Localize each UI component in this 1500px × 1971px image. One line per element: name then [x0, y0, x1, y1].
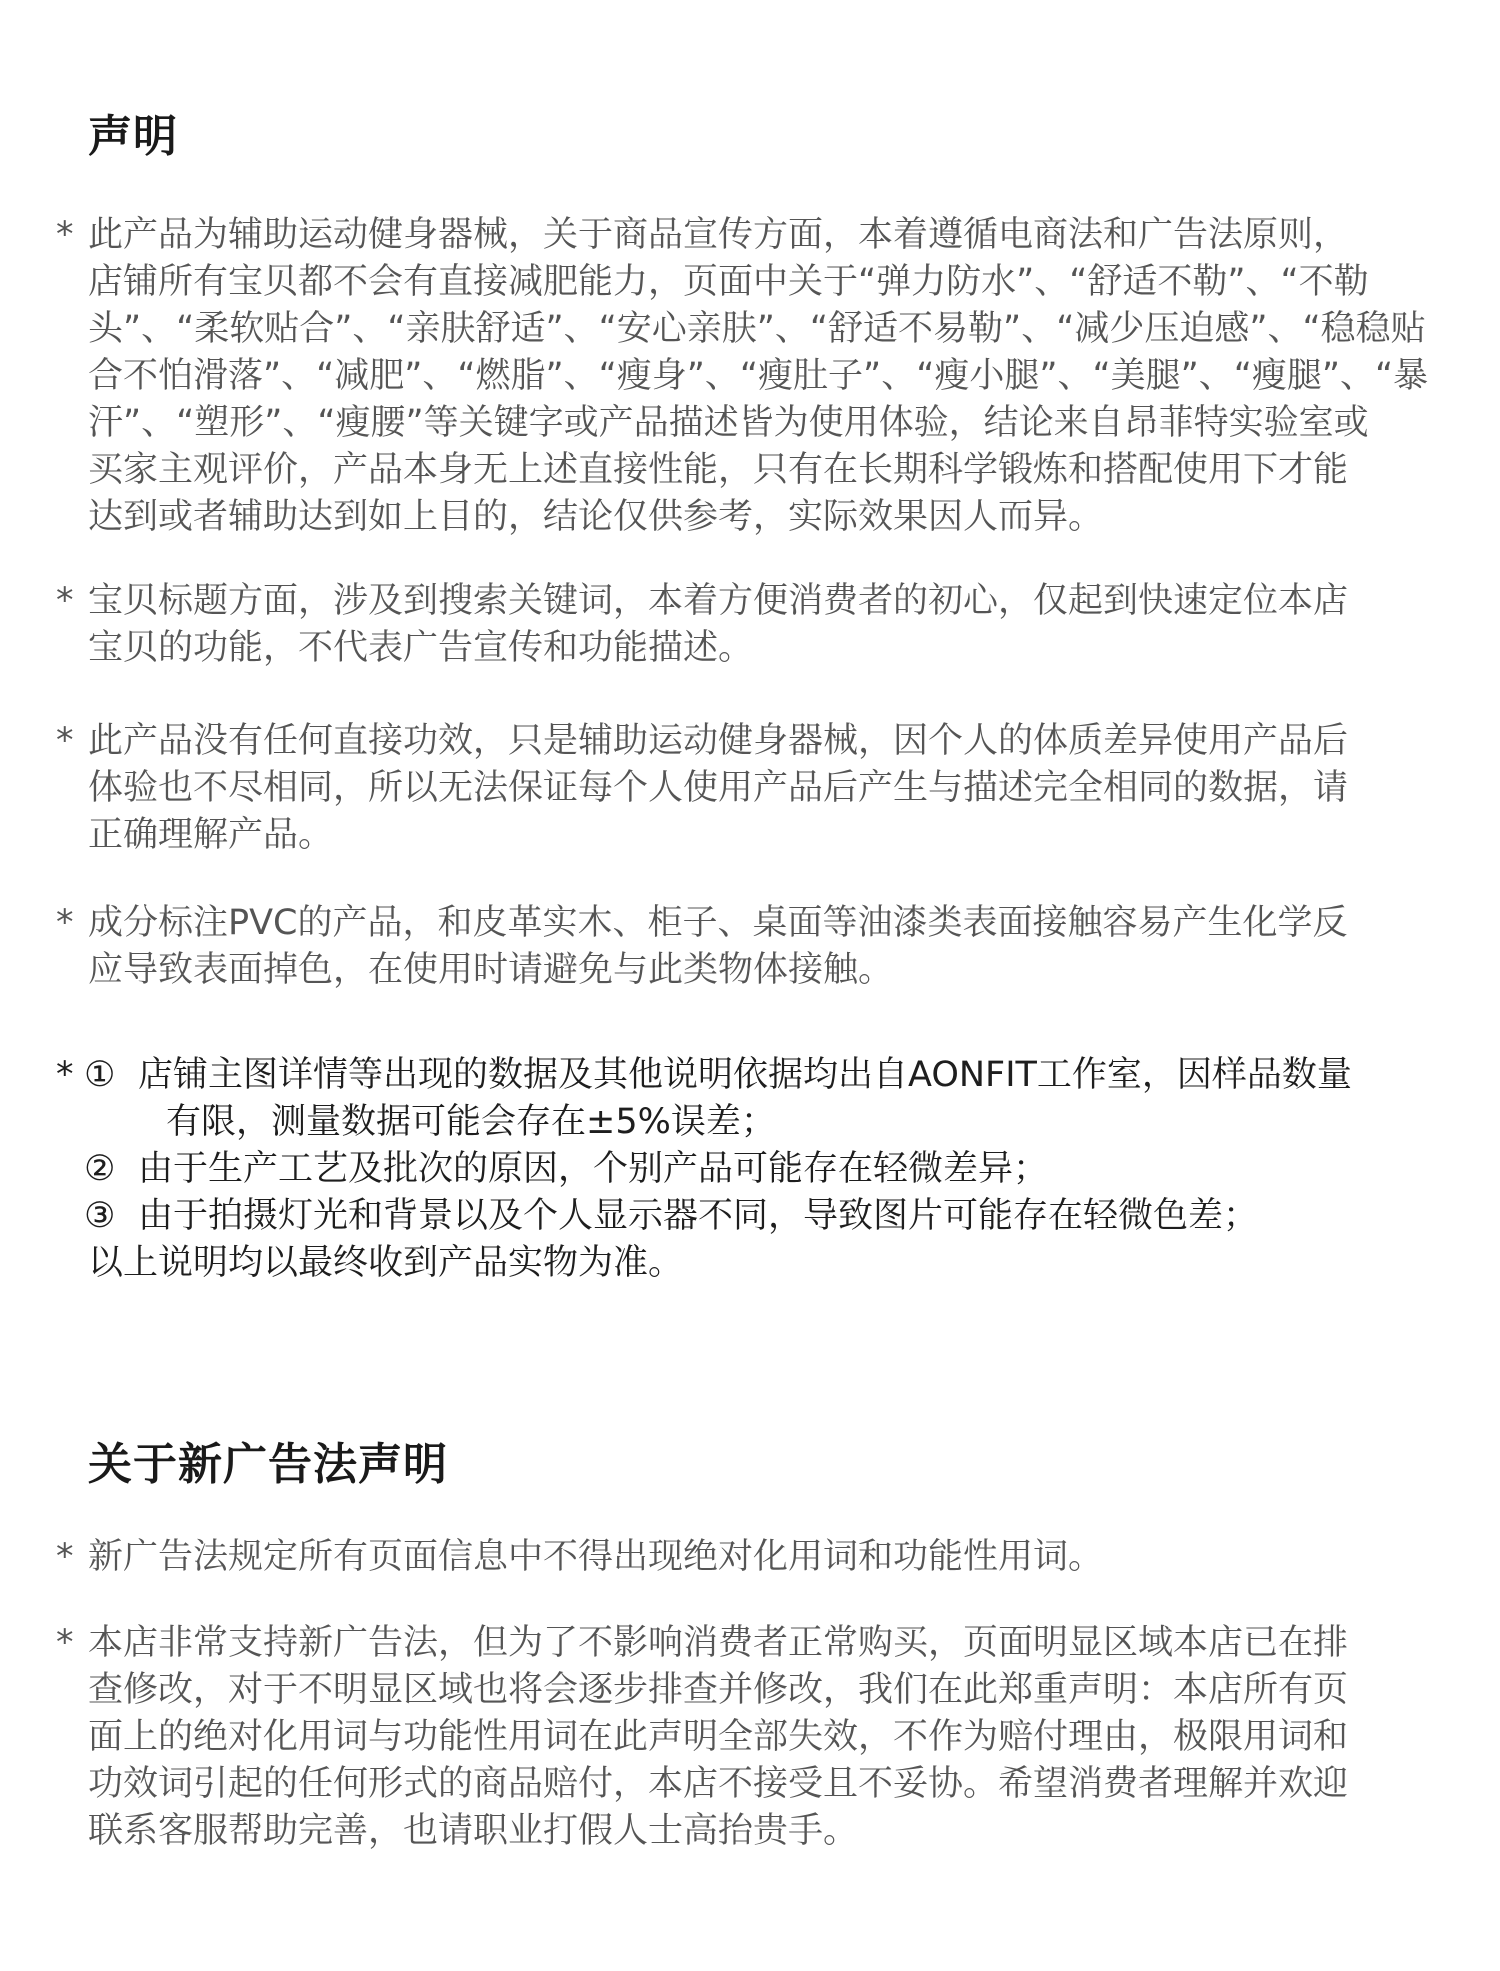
- statement-paragraph-3: * 此产品没有任何直接功效，只是辅助运动健身器械，因个人的体质差异使用产品后 体验也不尽相同，所以无法保证每个人使用产品后产生与描述完全相同的数据，请 正确理解产品。: [56, 718, 1456, 859]
- bullet-star: *: [56, 903, 74, 943]
- bullet-star: *: [56, 1055, 74, 1095]
- bullet-star: *: [56, 1623, 74, 1663]
- bullet-star: *: [56, 581, 74, 621]
- section-title-ad-law: 关于新广告法声明: [88, 1439, 448, 1490]
- note-item-2: ② 由于生产工艺及批次的原因，个别产品可能存在轻微差异；: [56, 1146, 1456, 1193]
- statement-paragraph-4: * 成分标注PVC的产品，和皮革实木、柜子、桌面等油漆类表面接触容易产生化学反 应导致表面掉色，在使用时请避免与此类物体接触。: [56, 900, 1456, 994]
- bullet-star: *: [56, 215, 74, 255]
- ad-law-paragraph-1: * 新广告法规定所有页面信息中不得出现绝对化用词和功能性用词。: [56, 1534, 1456, 1581]
- note-number: ①: [84, 1055, 116, 1095]
- note-item-1: ① 店铺主图详情等出现的数据及其他说明依据均出自AONFIT工作室，因样品数量: [56, 1052, 1456, 1099]
- bullet-star: *: [56, 721, 74, 761]
- note-number: ③: [84, 1196, 116, 1236]
- ad-law-paragraph-2: * 本店非常支持新广告法，但为了不影响消费者正常购买，页面明显区域本店已在排 查修改，对于不明显区域也将会逐步排查并修改，我们在此郑重声明：本店所有页 面上的绝对化用词与功能性用词在此声明全部失效，不作为赔付理由，极限用词和 功效词引起的任何形式的商品赔付，本店不接受且不妥协。希望消费者理解并欢迎 联系客服帮助完善，也请职业打假人士高抬贵手。: [56, 1620, 1456, 1855]
- note-item-3: ③ 由于拍摄灯光和背景以及个人显示器不同，导致图片可能存在轻微色差；: [56, 1193, 1456, 1240]
- section-title-statement: 声明: [88, 111, 178, 162]
- product-notes-list: [56, 1052, 1456, 1287]
- note-number: ②: [84, 1149, 116, 1189]
- statement-paragraph-2: * 宝贝标题方面，涉及到搜索关键词，本着方便消费者的初心，仅起到快速定位本店 宝贝的功能，不代表广告宣传和功能描述。: [56, 578, 1456, 672]
- bullet-star: *: [56, 1537, 74, 1577]
- statement-paragraph-1: * 此产品为辅助运动健身器械，关于商品宣传方面，本着遵循电商法和广告法原则， 店铺所有宝贝都不会有直接减肥能力，页面中关于“弹力防水”、“舒适不勒”、“不勒 头”、“柔软贴合”、“亲肤舒适”、“安心亲肤”、“舒适不易勒”、“减少压迫感”、“稳稳贴 合不怕滑落”、“减肥”、“燃脂”、“瘦身”、“瘦肚子”、“瘦小腿”、“美腿”、“瘦腿”、“暴 汗”、“塑形”、“瘦腰”等关键字或产品描述皆为使用体验，结论来自昂菲特实验室或 买家主观评价，产品本身无上述直接性能，只有在长期科学锻炼和搭配使用下才能 达到或者辅助达到如上目的，结论仅供参考，实际效果因人而异。: [56, 212, 1456, 541]
- note-item-1-continuation: 有限，测量数据可能会存在±5%误差；: [166, 1102, 776, 1142]
- notes-closing: 以上说明均以最终收到产品实物为准。: [88, 1243, 684, 1283]
